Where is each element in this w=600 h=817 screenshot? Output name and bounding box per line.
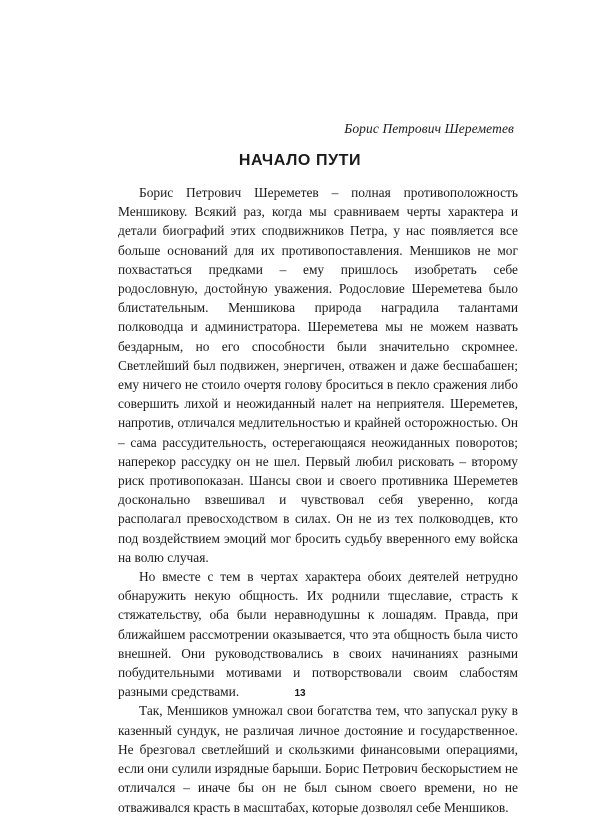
- page-number: 13: [294, 688, 306, 699]
- chapter-title: НАЧАЛО ПУТИ: [238, 152, 362, 169]
- running-head: Борис Петрович Шереметев: [344, 121, 514, 136]
- paragraph-3: Так, Меншиков умножал свои богатства тем, что запускал руку в казенный сундук, не различая личное достояние и государственное. Не брезговал светлейший и скользкими финансовыми операциями, если они сулили изрядные барыши. Борис Петрович бескорыстием не отличался – иначе бы он не был сыном своего времени, но не отваживался красть в масштабах, которые дозволял себе Меншиков.: [118, 703, 518, 815]
- paragraph-1: Борис Петрович Шереметев – полная противоположность Меншикову. Всякий раз, когда мы сравниваем черты характера и детали биографий этих сподвижников Петра, у нас появляется все больше оснований для их противопоставления. Меншиков не мог похвастаться предками – ему пришлось изобретать себе родословную, достойную уважения. Родословие Шереметева было блистательным. Меншикова природа наградила талантами полководца и администратора. Шереметева мы не можем назвать бездарным, но его способности были значительно скромнее. Светлейший был подвижен, энергичен, отважен и даже бесшабашен; ему ничего не стоило очертя голову броситься в пекло сражения либо совершить лихой и неожиданный налет на неприятеля. Шереметев, напротив, отличался медлительностью и крайней осторожностью. Он – сама рассудительность, остерегающаяся неожиданных поворотов; наперекор рассудку он не шел. Первый любил рисковать – второму риск противопоказан. Шансы свои и своего противника Шереметев досконально взвешивал и чувствовал себя уверенно, когда располагал превосходством в силах. Он не из тех полководцев, кто под воздействием эмоций мог бросить судьбу вверенного ему войска на волю случая.: [118, 185, 518, 565]
- paragraph-2: Но вместе с тем в чертах характера обоих деятелей нетрудно обнаружить некую общность. Их роднили тщеславие, страсть к стяжательству, оба были неравнодушны к лошадям. Правда, при ближайшем рассмотрении оказывается, что эта общность была чисто внешней. Они руководствовались в своих начинаниях разными побудительными мотивами и потворствовали своим слабостям разными средствами.: [118, 569, 518, 700]
- body-text: [118, 183, 518, 817]
